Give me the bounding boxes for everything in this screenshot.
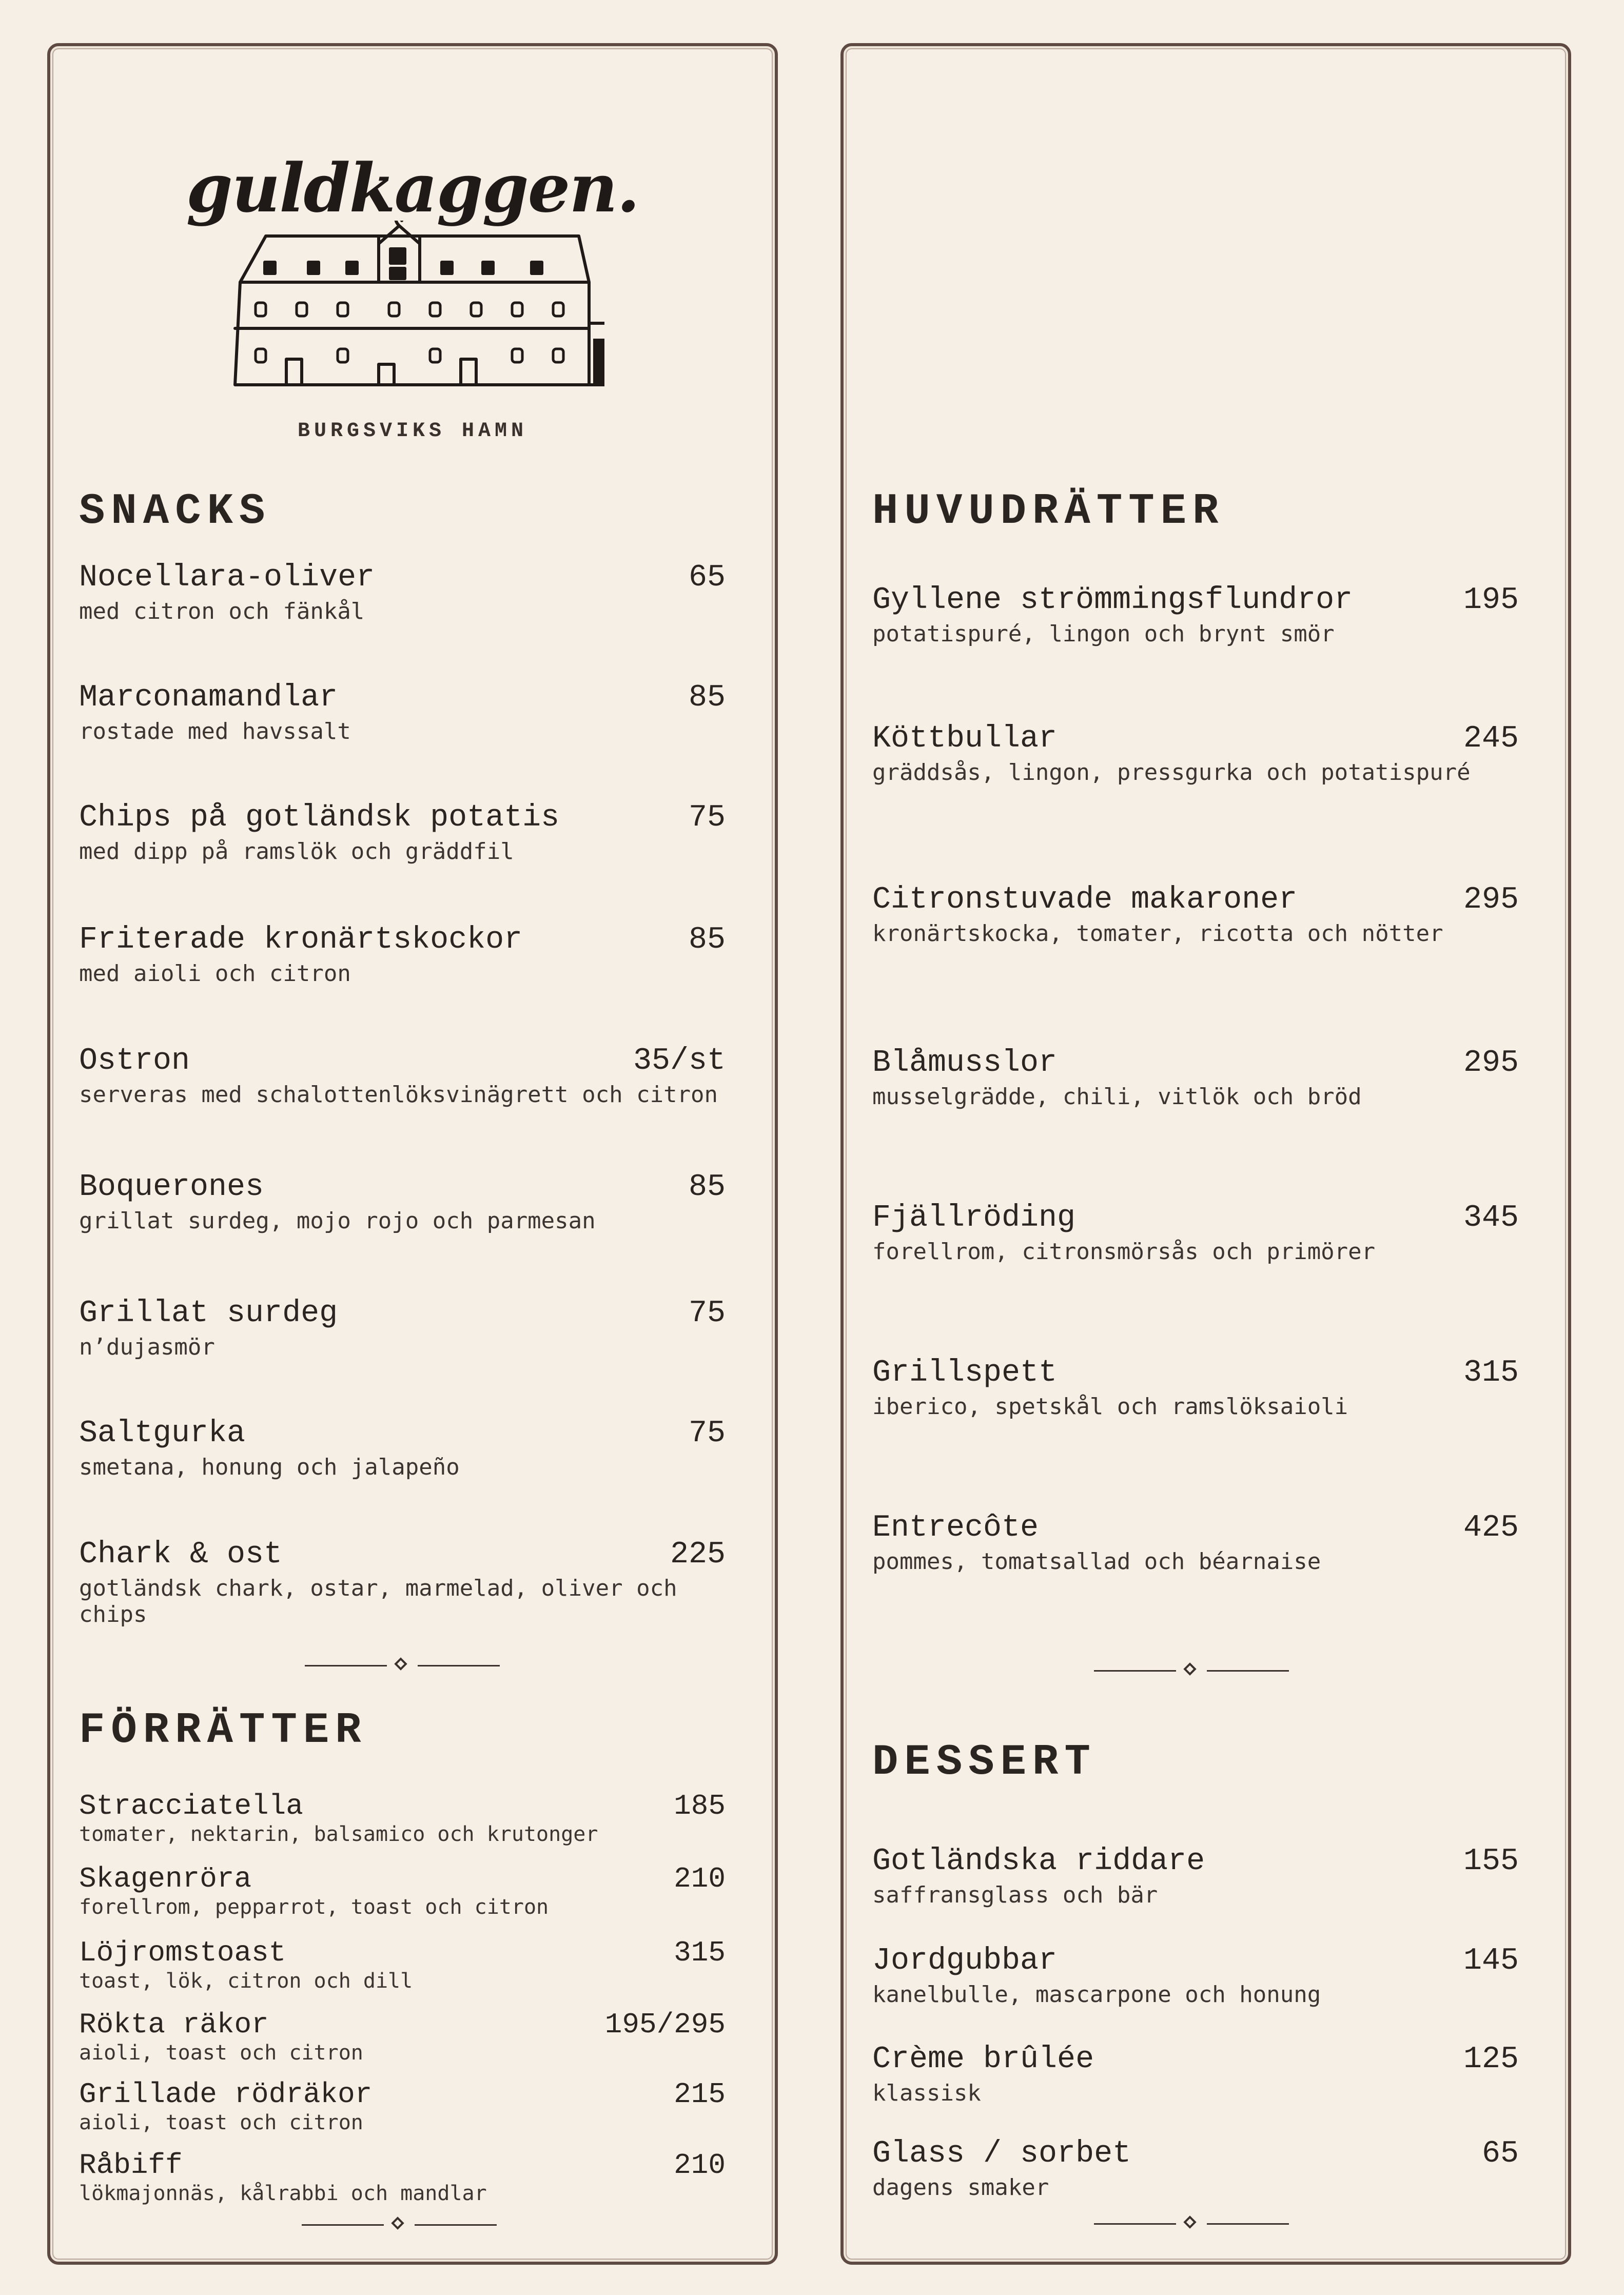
diamond-icon xyxy=(391,2216,404,2229)
item-name: Stracciatella xyxy=(79,1790,303,1822)
section-divider xyxy=(305,1655,500,1676)
menu-item xyxy=(79,2149,726,2205)
item-price: 195/295 xyxy=(604,2008,726,2041)
menu-item xyxy=(872,1844,1519,1908)
menu-panel-right xyxy=(840,43,1571,2265)
menu-panel-left xyxy=(47,43,778,2265)
section-heading-dessert: DESSERT xyxy=(872,1738,1097,1787)
item-description: kronärtskocka, tomater, ricotta och nötter xyxy=(872,920,1443,947)
menu-item xyxy=(872,721,1519,786)
item-description: pommes, tomatsallad och béarnaise xyxy=(872,1548,1321,1575)
menu-item xyxy=(79,1790,726,1846)
item-name: Gotländska riddare xyxy=(872,1844,1205,1879)
item-name: Entrecôte xyxy=(872,1511,1039,1545)
item-price: 75 xyxy=(688,1416,726,1451)
section-heading-huvudratter: HUVUDRÄTTER xyxy=(872,487,1225,536)
item-name: Ostron xyxy=(79,1044,190,1078)
item-name: Köttbullar xyxy=(872,721,1058,756)
item-name: Rökta räkor xyxy=(79,2008,269,2041)
item-price: 65 xyxy=(1481,2136,1519,2171)
item-name: Jordgubbar xyxy=(872,1944,1058,1978)
item-name: Chark & ost xyxy=(79,1537,283,1572)
item-price: 195 xyxy=(1463,583,1519,618)
diamond-icon xyxy=(1183,1662,1196,1675)
item-price: 295 xyxy=(1463,882,1519,917)
section-divider xyxy=(1094,1660,1289,1681)
menu-item xyxy=(872,1356,1519,1420)
item-price: 75 xyxy=(688,800,726,835)
item-name: Boquerones xyxy=(79,1170,264,1205)
item-description: saffransglass och bär xyxy=(872,1882,1158,1908)
item-description: smetana, honung och jalapeño xyxy=(79,1454,460,1480)
brand-logo xyxy=(50,139,775,446)
item-price: 125 xyxy=(1463,2042,1519,2077)
item-description: aioli, toast och citron xyxy=(79,2111,363,2134)
menu-item xyxy=(79,1537,726,1627)
brand-name: guldkaggen. xyxy=(186,149,639,227)
item-name: Grillade rödräkor xyxy=(79,2078,373,2111)
item-price: 155 xyxy=(1463,1844,1519,1879)
item-description: musselgrädde, chili, vitlök och bröd xyxy=(872,1084,1362,1110)
item-description: n’dujasmör xyxy=(79,1334,215,1360)
menu-item xyxy=(79,2008,726,2065)
item-description: aioli, toast och citron xyxy=(79,2041,363,2065)
menu-item xyxy=(79,1170,726,1234)
item-description: med aioli och citron xyxy=(79,960,351,987)
item-description: serveras med schalottenlöksvinägrett och citron xyxy=(79,1082,718,1108)
item-description: kanelbulle, mascarpone och honung xyxy=(872,1982,1321,2008)
menu-item xyxy=(872,1046,1519,1110)
diamond-icon xyxy=(1183,2215,1196,2228)
item-description: grillat surdeg, mojo rojo och parmesan xyxy=(79,1208,596,1234)
menu-item xyxy=(79,680,726,744)
item-name: Blåmusslor xyxy=(872,1046,1058,1081)
section-heading-forratter: FÖRRÄTTER xyxy=(79,1706,367,1755)
menu-item xyxy=(872,583,1519,647)
item-price: 35/st xyxy=(633,1044,726,1078)
item-price: 245 xyxy=(1463,721,1519,756)
item-price: 85 xyxy=(688,1170,726,1205)
item-description: dagens smaker xyxy=(872,2174,1049,2201)
item-description: forellrom, citronsmörsås och primörer xyxy=(872,1239,1376,1265)
item-price: 85 xyxy=(688,680,726,715)
item-name: Gyllene strömmingsflundror xyxy=(872,583,1353,618)
item-name: Glass / sorbet xyxy=(872,2136,1131,2171)
item-price: 85 xyxy=(688,923,726,957)
item-name: Crème brûlée xyxy=(872,2042,1094,2077)
menu-item xyxy=(872,882,1519,947)
item-name: Skagenröra xyxy=(79,1862,252,1895)
section-divider xyxy=(1094,2213,1289,2234)
item-description: med dipp på ramslök och gräddfil xyxy=(79,838,514,865)
menu-item xyxy=(79,1416,726,1480)
item-price: 145 xyxy=(1463,1944,1519,1978)
item-price: 185 xyxy=(674,1790,726,1822)
item-price: 315 xyxy=(674,1936,726,1969)
section-heading-snacks: SNACKS xyxy=(79,487,271,536)
item-description: lökmajonnäs, kålrabbi och mandlar xyxy=(79,2182,487,2205)
item-price: 210 xyxy=(674,1862,726,1895)
item-description: toast, lök, citron och dill xyxy=(79,1969,413,1993)
item-description: klassisk xyxy=(872,2080,981,2106)
menu-item xyxy=(872,1201,1519,1265)
item-name: Löjromstoast xyxy=(79,1936,286,1969)
menu-item xyxy=(872,2136,1519,2201)
menu-item xyxy=(79,1936,726,1993)
item-name: Saltgurka xyxy=(79,1416,246,1451)
item-name: Nocellara-oliver xyxy=(79,560,375,595)
item-price: 425 xyxy=(1463,1511,1519,1545)
house-illustration-icon xyxy=(225,221,604,395)
item-name: Friterade kronärtskockor xyxy=(79,923,523,957)
menu-item xyxy=(872,1511,1519,1575)
item-description: gräddsås, lingon, pressgurka och potatispuré xyxy=(872,759,1471,786)
item-price: 215 xyxy=(674,2078,726,2111)
menu-item xyxy=(79,1044,726,1108)
item-price: 315 xyxy=(1463,1356,1519,1390)
item-price: 225 xyxy=(670,1537,726,1572)
item-description: rostade med havssalt xyxy=(79,718,351,744)
item-description: forellrom, pepparrot, toast och citron xyxy=(79,1895,549,1919)
diamond-icon xyxy=(394,1657,407,1670)
item-name: Grillat surdeg xyxy=(79,1296,338,1331)
item-price: 345 xyxy=(1463,1201,1519,1235)
menu-item xyxy=(79,2078,726,2134)
item-price: 65 xyxy=(688,560,726,595)
section-divider xyxy=(302,2214,497,2235)
menu-item xyxy=(79,800,726,865)
menu-item xyxy=(79,560,726,624)
item-name: Chips på gotländsk potatis xyxy=(79,800,560,835)
item-description: med citron och fänkål xyxy=(79,598,365,624)
item-description: tomater, nektarin, balsamico och krutonger xyxy=(79,1822,598,1846)
item-name: Fjällröding xyxy=(872,1201,1076,1235)
menu-item xyxy=(79,1296,726,1360)
brand-location: BURGSVIKS HAMN xyxy=(297,420,528,443)
menu-item xyxy=(872,2042,1519,2106)
item-name: Råbiff xyxy=(79,2149,183,2182)
item-price: 75 xyxy=(688,1296,726,1331)
item-price: 295 xyxy=(1463,1046,1519,1081)
item-description: potatispuré, lingon och brynt smör xyxy=(872,621,1335,647)
menu-item xyxy=(79,1862,726,1919)
item-name: Marconamandlar xyxy=(79,680,338,715)
item-description: iberico, spetskål och ramslöksaioli xyxy=(872,1394,1348,1420)
menu-item xyxy=(872,1944,1519,2008)
item-name: Grillspett xyxy=(872,1356,1058,1390)
item-price: 210 xyxy=(674,2149,726,2182)
item-name: Citronstuvade makaroner xyxy=(872,882,1298,917)
item-description: gotländsk chark, ostar, marmelad, oliver och chips xyxy=(79,1575,677,1627)
menu-item xyxy=(79,923,726,987)
